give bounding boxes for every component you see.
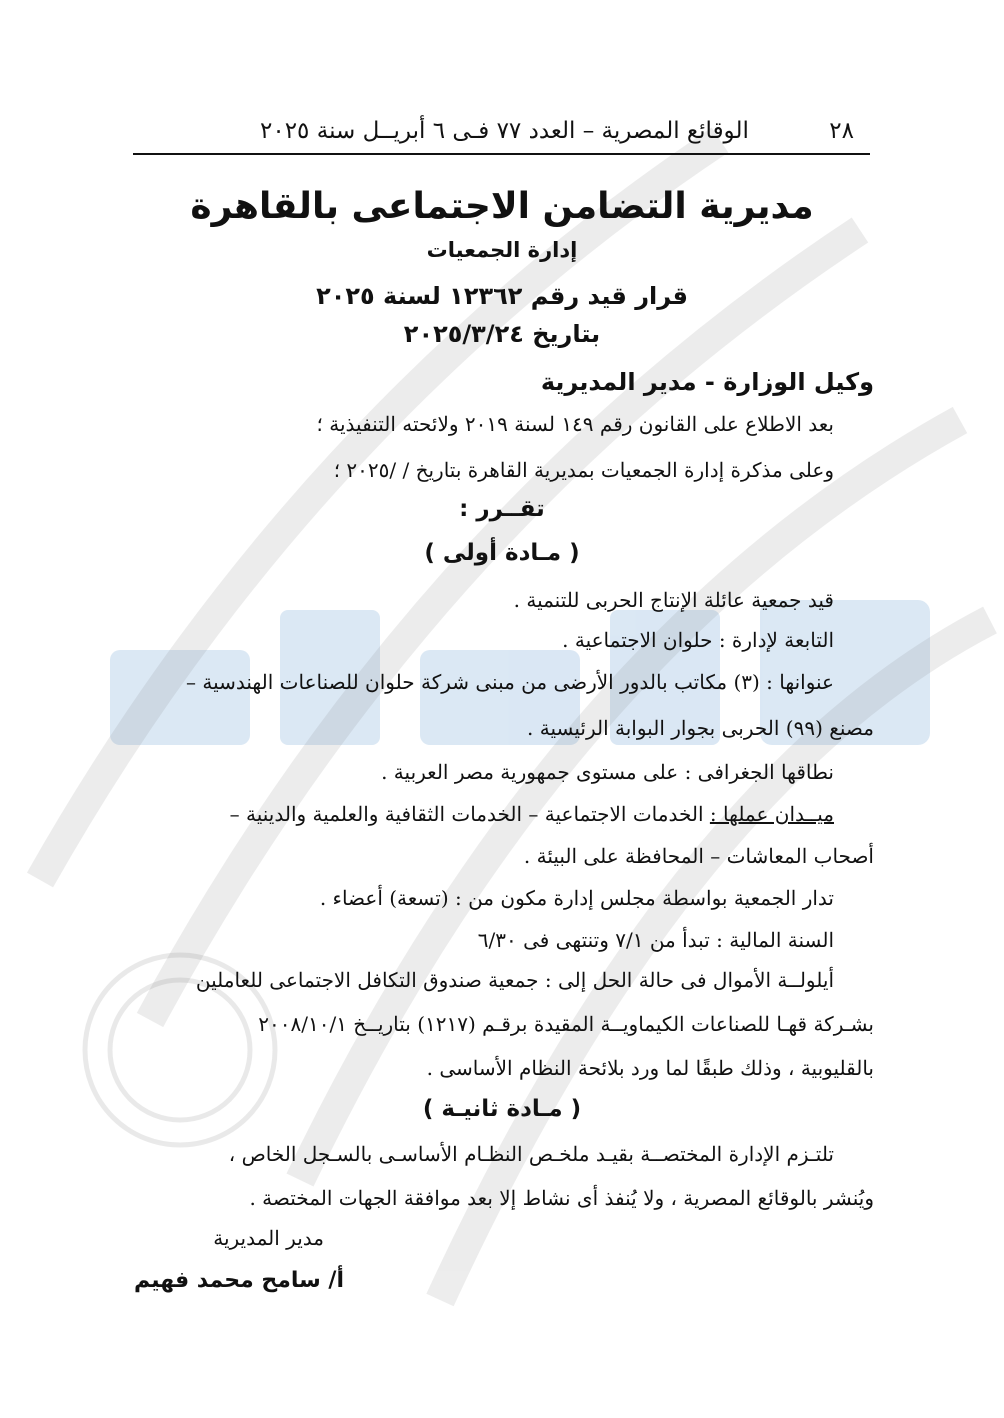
article-line: ويُنشر بالوقائع المصرية ، ولا يُنفذ أى نشاط إلا بعد موافقة الجهات المختصة . bbox=[249, 1186, 874, 1210]
page-number: ٢٨ bbox=[829, 118, 854, 144]
preamble-line: وعلى مذكرة إدارة الجمعيات بمديرية القاهرة بتاريخ / /٢٠٢٥ ؛ bbox=[333, 458, 834, 482]
article-line: أيلولــة الأموال فى حالة الحل إلى : جمعية صندوق التكافل الاجتماعى للعاملين bbox=[195, 968, 834, 992]
signer-title: مدير المديرية bbox=[213, 1226, 324, 1250]
decision-number: قرار قيد رقم ١٢٣٦٢ لسنة ٢٠٢٥ bbox=[316, 282, 688, 310]
article-line: عنوانها : (٣) مكاتب بالدور الأرضى من مبنى شركة حلوان للصناعات الهندسية – bbox=[186, 670, 834, 694]
header-rule bbox=[133, 153, 870, 155]
field-label: ميــدان عملها : bbox=[709, 802, 834, 826]
decides-heading: تقــرر : bbox=[459, 496, 545, 522]
article-line: السنة المالية : تبدأ من ٧/١ وتنتهى فى ٦/٣٠ bbox=[477, 928, 834, 952]
signer-name: أ/ سامح محمد فهيم bbox=[133, 1268, 344, 1293]
article2-heading: ( مـادة ثانيـة ) bbox=[422, 1096, 582, 1122]
article-line: تلتـزم الإدارة المختصــة بقيـد ملخـص النظـام الأساسـى بالسـجل الخاص ، bbox=[228, 1142, 834, 1166]
page-header bbox=[130, 112, 874, 152]
document-subtitle: إدارة الجمعيات bbox=[426, 238, 578, 262]
document-title: مديرية التضامن الاجتماعى بالقاهرة bbox=[190, 186, 814, 227]
field-value: الخدمات الاجتماعية – الخدمات الثقافية والعلمية والدينية – bbox=[229, 802, 704, 826]
article-line: بالقليوبية ، وذلك طبقًا لما ورد بلائحة النظام الأساسى . bbox=[426, 1056, 874, 1080]
article-line: بشـركة قهـا للصناعات الكيماويــة المقيدة برقـم (١٢١٧) بتاريــخ ٢٠٠٨/١٠/١ bbox=[258, 1012, 874, 1036]
article-line: مصنع (٩٩) الحربى بجوار البوابة الرئيسية . bbox=[527, 716, 874, 740]
publication-line: الوقائع المصرية – العدد ٧٧ فـى ٦ أبريــل سنة ٢٠٢٥ bbox=[260, 118, 749, 144]
article-line: نطاقها الجغرافى : على مستوى جمهورية مصر العربية . bbox=[381, 760, 834, 784]
article-line: أصحاب المعاشات – المحافظة على البيئة . bbox=[523, 844, 874, 868]
article-line: التابعة لإدارة : حلوان الاجتماعية . bbox=[562, 628, 834, 652]
article-line bbox=[230, 800, 834, 828]
authority-heading: وكيل الوزارة - مدير المديرية bbox=[540, 368, 874, 396]
article-line: تدار الجمعية بواسطة مجلس إدارة مكون من : (تسعة) أعضاء . bbox=[319, 886, 834, 910]
article-line: قيد جمعية عائلة الإنتاج الحربى للتنمية . bbox=[513, 588, 834, 612]
article1-heading: ( مـادة أولى ) bbox=[424, 540, 580, 566]
preamble-line: بعد الاطلاع على القانون رقم ١٤٩ لسنة ٢٠١٩ ولائحته التنفيذية ؛ bbox=[316, 412, 834, 436]
decision-date: بتاريخ ٢٠٢٥/٣/٢٤ bbox=[403, 320, 601, 348]
